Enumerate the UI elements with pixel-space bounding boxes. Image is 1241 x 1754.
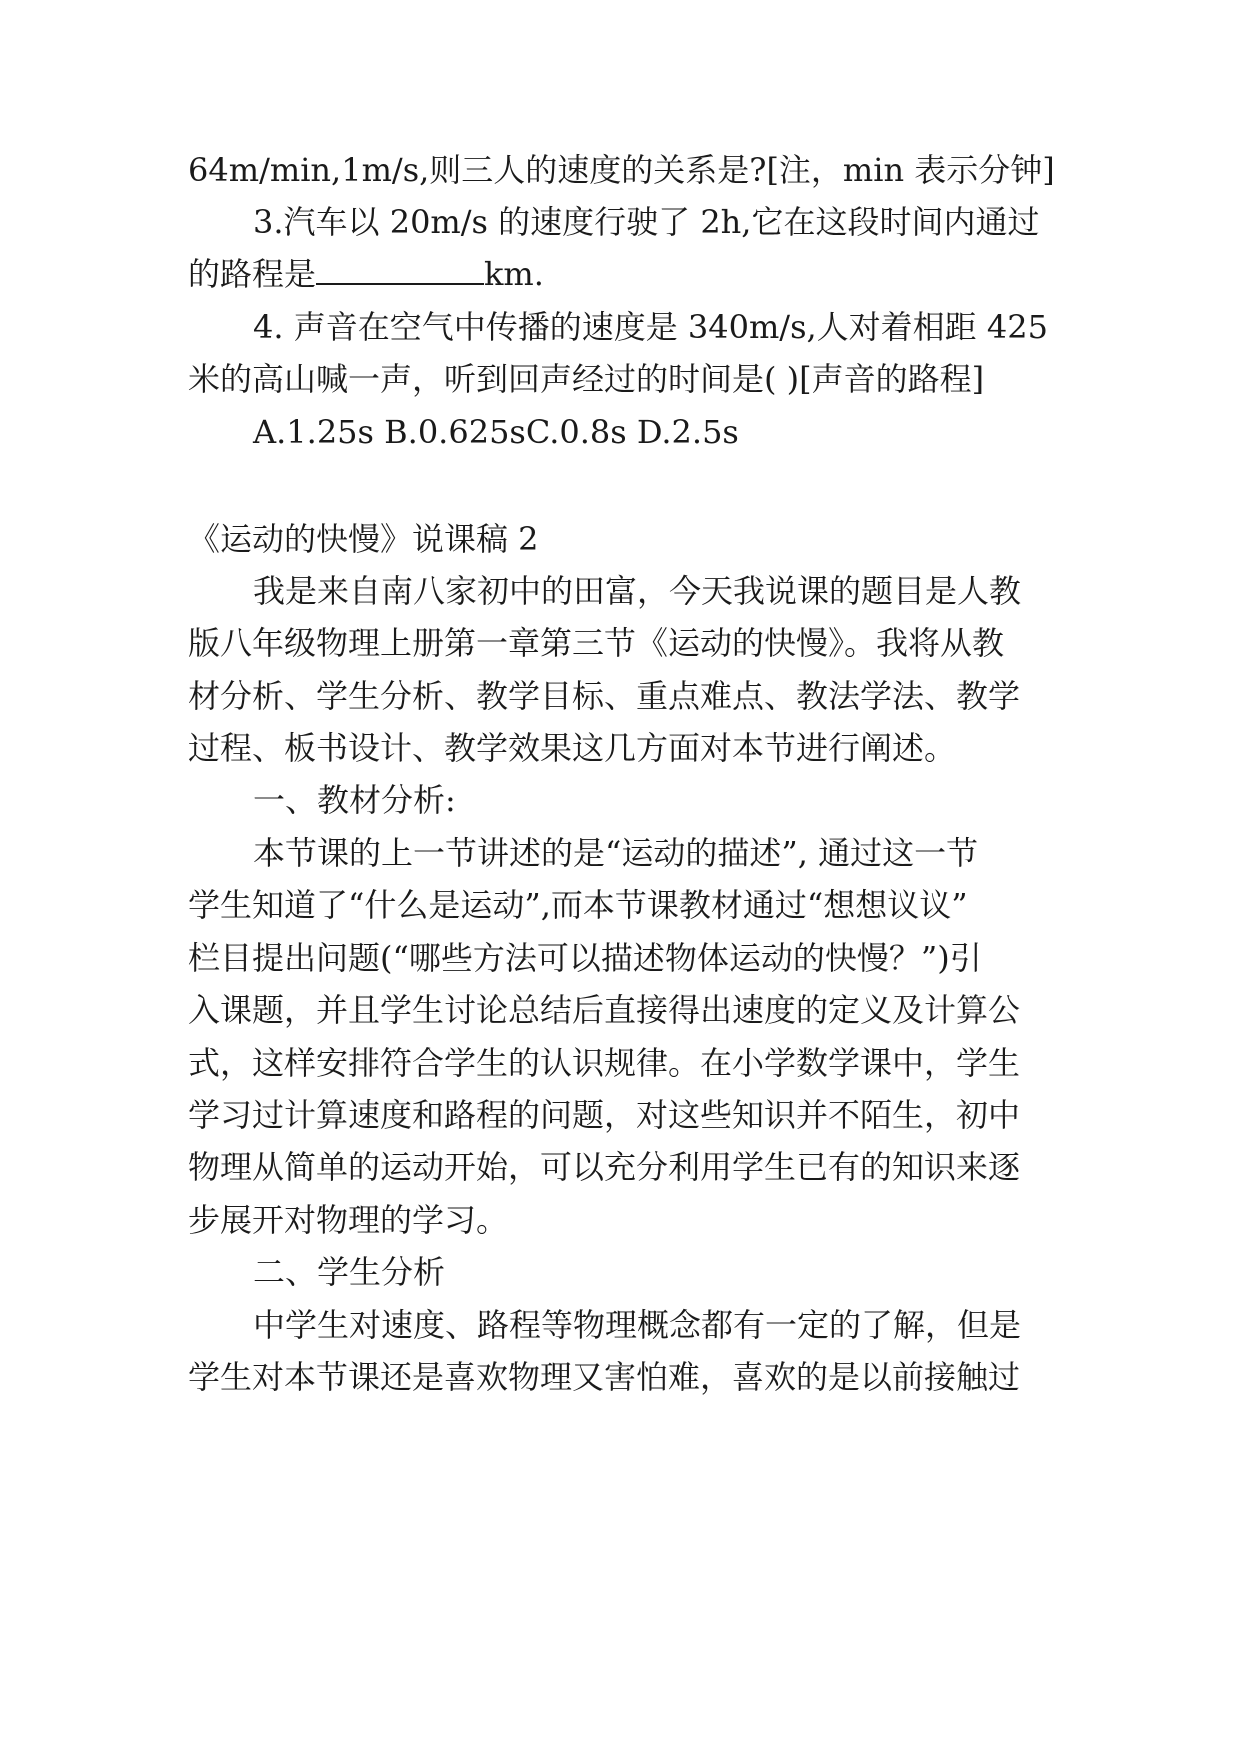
- para1-line-4: 入课题，并且学生讨论总结后直接得出速度的定义及计算公: [188, 991, 1021, 1029]
- section-title: 《运动的快慢》说课稿 2: [188, 520, 539, 558]
- question-3-line-2: [188, 254, 544, 294]
- question-3-text-a: 的路程是: [188, 255, 317, 293]
- question-3-text-b: km.: [484, 255, 544, 293]
- para2-line-1: 中学生对速度、路程等物理概念都有一定的了解，但是: [253, 1306, 1022, 1344]
- para1-line-1: 本节课的上一节讲述的是“运动的描述”, 通过这一节: [253, 834, 979, 872]
- question-3-line-1: 3.汽车以 20m/s 的速度行驶了 2h,它在这段时间内通过: [253, 203, 1040, 241]
- para1-line-7: 物理从简单的运动开始，可以充分利用学生已有的知识来逐: [188, 1148, 1021, 1186]
- para1-line-2: 学生知道了“什么是运动”,而本节课教材通过“想想议议”: [188, 886, 968, 924]
- para1-line-3: 栏目提出问题(“哪些方法可以描述物体运动的快慢？”)引: [188, 939, 982, 977]
- intro-line-4: 过程、板书设计、教学效果这几方面对本节进行阐述。: [188, 729, 957, 767]
- question-4-options: A.1.25s B.0.625sC.0.8s D.2.5s: [253, 413, 739, 451]
- intro-line-2: 版八年级物理上册第一章第三节《运动的快慢》。我将从教: [188, 624, 1005, 662]
- heading-textbook-analysis: 一、教材分析:: [253, 781, 456, 819]
- question-4-line-1: 4. 声音在空气中传播的速度是 340m/s,人对着相距 425: [253, 308, 1048, 346]
- answer-blank: [316, 255, 484, 285]
- para1-line-8: 步展开对物理的学习。: [188, 1201, 509, 1239]
- para1-line-5: 式，这样安排符合学生的认识规律。在小学数学课中，学生: [188, 1044, 1021, 1082]
- intro-line-1: 我是来自南八家初中的田富，今天我说课的题目是人教: [253, 572, 1022, 610]
- heading-student-analysis: 二、学生分析: [253, 1253, 446, 1291]
- intro-line-3: 材分析、学生分析、教学目标、重点难点、教法学法、教学: [188, 677, 1021, 715]
- para1-line-6: 学习过计算速度和路程的问题，对这些知识并不陌生，初中: [188, 1096, 1021, 1134]
- para2-line-2: 学生对本节课还是喜欢物理又害怕难，喜欢的是以前接触过: [188, 1358, 1021, 1396]
- question-2-tail: 64m/min,1m/s,则三人的速度的关系是?[注，min 表示分钟]: [188, 151, 1055, 189]
- question-4-line-2: 米的高山喊一声，听到回声经过的时间是( )[声音的路程]: [188, 360, 985, 398]
